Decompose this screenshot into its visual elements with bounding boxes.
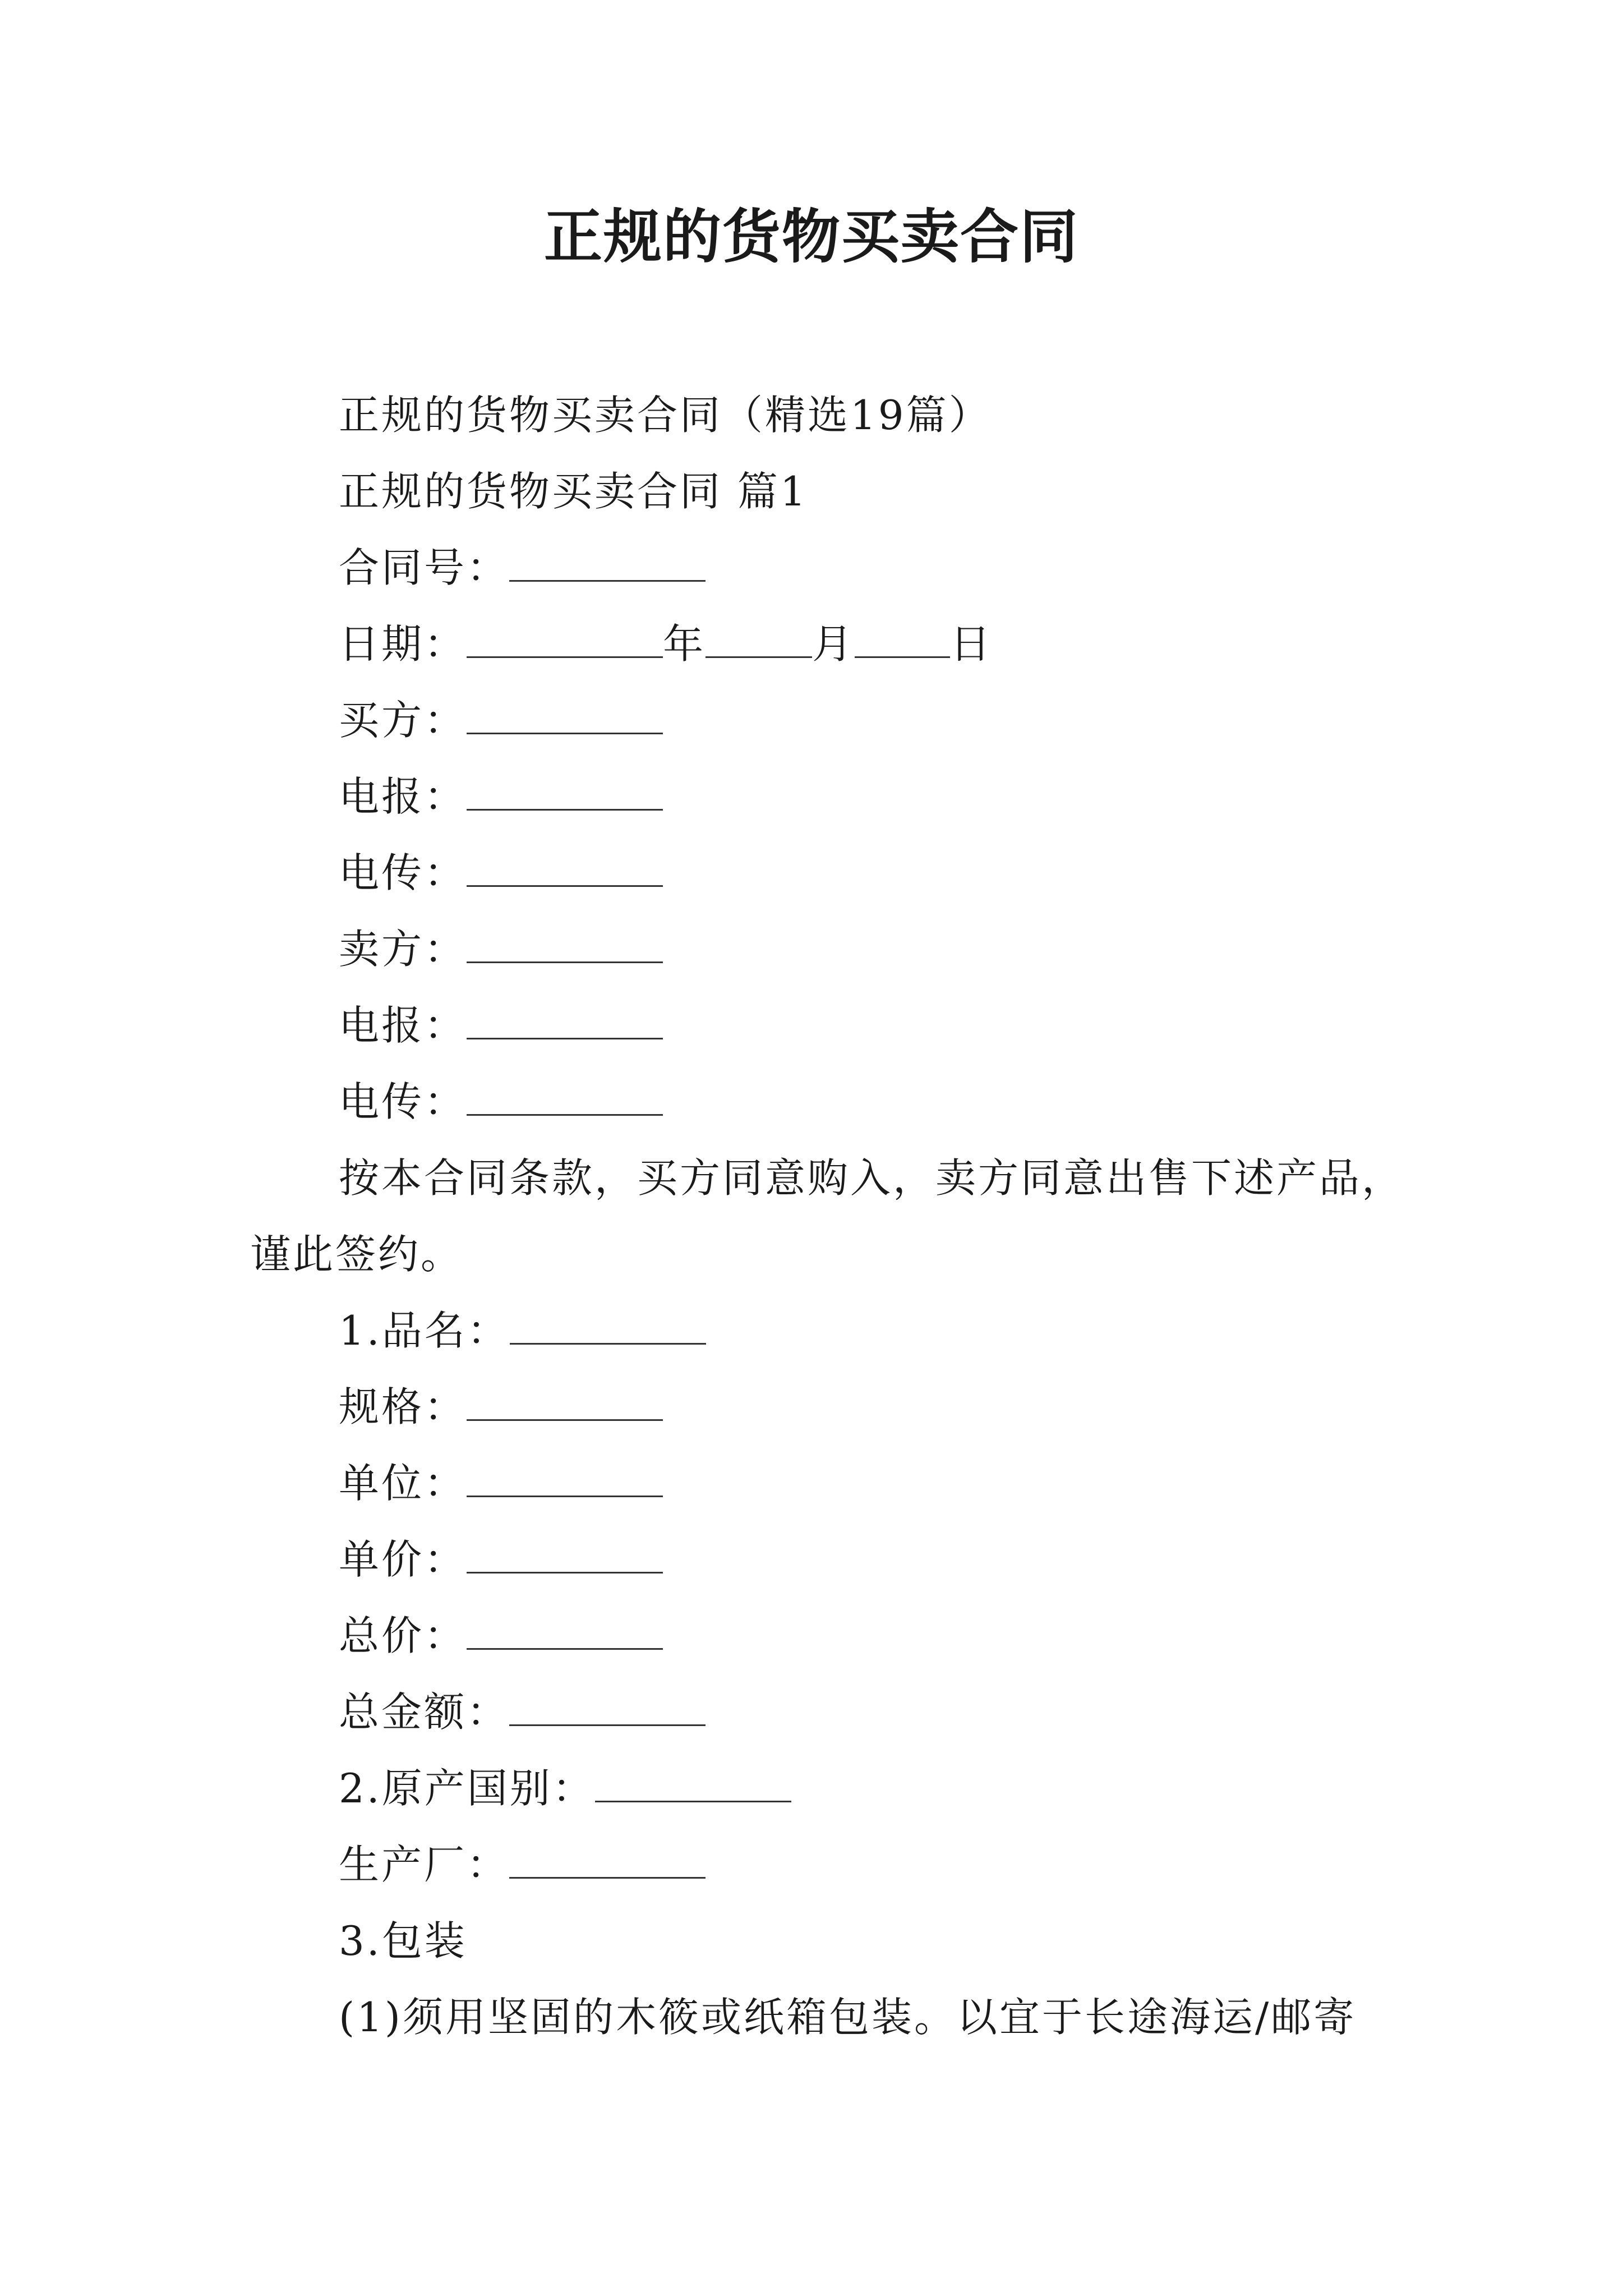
origin-blank bbox=[595, 1766, 791, 1802]
buyer-telegram-label: 电报： bbox=[339, 773, 467, 820]
date-day-blank bbox=[855, 622, 950, 658]
seller-telegram-line bbox=[339, 997, 663, 1053]
manufacturer-blank bbox=[509, 1842, 706, 1879]
spec-blank bbox=[467, 1384, 663, 1421]
seller-blank bbox=[467, 927, 663, 963]
buyer-blank bbox=[467, 698, 663, 734]
seller-telegram-label: 电报： bbox=[339, 1002, 467, 1049]
agreement-line-2: 谨此签约。 bbox=[250, 1231, 464, 1278]
origin-line bbox=[339, 1760, 791, 1816]
section-heading: 正规的货物买卖合同 篇1 bbox=[339, 468, 808, 515]
packing-heading: 3.包装 bbox=[339, 1917, 467, 1964]
date-year-label: 年 bbox=[663, 620, 706, 668]
date-line bbox=[339, 616, 993, 672]
manufacturer-line bbox=[339, 1837, 706, 1893]
date-label: 日期： bbox=[339, 620, 467, 668]
origin-label: 2.原产国别： bbox=[339, 1765, 595, 1812]
total-amount-label: 总金额： bbox=[339, 1688, 510, 1736]
date-year-blank bbox=[467, 622, 663, 658]
buyer-telegram-line bbox=[339, 769, 663, 825]
unit-price-label: 单价： bbox=[339, 1536, 467, 1583]
packing-clause-1: (1)须用坚固的木筱或纸箱包装。以宜于长途海运/邮寄 bbox=[339, 1994, 1357, 2041]
seller-fax-blank bbox=[467, 1079, 663, 1116]
manufacturer-label: 生产厂： bbox=[339, 1841, 510, 1888]
seller-line bbox=[339, 921, 663, 977]
seller-fax-line bbox=[339, 1074, 663, 1130]
document-subtitle: 正规的货物买卖合同（精选19篇） bbox=[339, 392, 992, 439]
total-price-line bbox=[339, 1608, 663, 1664]
spec-line bbox=[339, 1379, 663, 1435]
total-amount-blank bbox=[509, 1690, 706, 1726]
contract-no-blank bbox=[509, 545, 706, 582]
buyer-fax-label: 电传： bbox=[339, 849, 467, 896]
total-amount-line bbox=[339, 1684, 706, 1740]
buyer-label: 买方： bbox=[339, 697, 467, 744]
buyer-telegram-blank bbox=[467, 774, 663, 811]
unit-price-line bbox=[339, 1531, 663, 1588]
document-title: 正规的货物买卖合同 bbox=[543, 202, 1079, 271]
buyer-fax-blank bbox=[467, 850, 663, 887]
total-price-label: 总价： bbox=[339, 1612, 467, 1659]
seller-fax-label: 电传： bbox=[339, 1078, 467, 1125]
contract-no-label: 合同号： bbox=[339, 544, 510, 591]
date-month-label: 月 bbox=[812, 620, 855, 668]
unit-line bbox=[339, 1455, 663, 1511]
contract-no-line bbox=[339, 540, 706, 596]
date-day-label: 日 bbox=[950, 620, 993, 668]
unit-price-blank bbox=[467, 1537, 663, 1573]
item1-name-blank bbox=[510, 1308, 706, 1345]
date-month-blank bbox=[706, 622, 812, 658]
unit-label: 单位： bbox=[339, 1460, 467, 1507]
buyer-line bbox=[339, 692, 663, 748]
item1-name-line bbox=[339, 1303, 706, 1359]
item1-name-label: 1.品名： bbox=[339, 1307, 510, 1354]
seller-label: 卖方： bbox=[339, 926, 467, 973]
unit-blank bbox=[467, 1461, 663, 1497]
agreement-line-1: 按本合同条款，买方同意购入，卖方同意出售下述产品， bbox=[339, 1154, 1405, 1202]
spec-label: 规格： bbox=[339, 1383, 467, 1430]
seller-telegram-blank bbox=[467, 1003, 663, 1039]
total-price-blank bbox=[467, 1613, 663, 1650]
buyer-fax-line bbox=[339, 845, 663, 901]
